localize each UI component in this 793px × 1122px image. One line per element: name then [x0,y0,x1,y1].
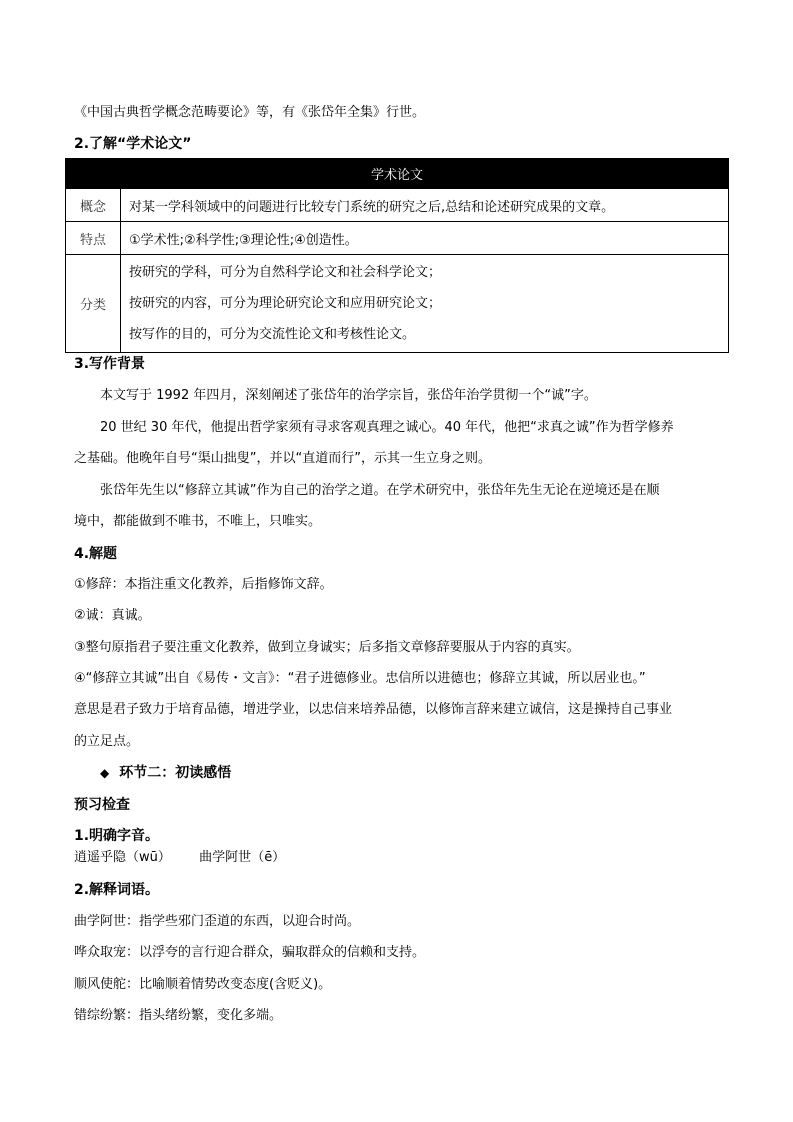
background-paragraph-cont: 之基础。他晚年自号“渠山拙叟”，并以“直道而行”，示其一生立身之则。 [74,451,491,466]
section-heading-title-explain: 4.解题 [74,546,118,562]
pron-word: 逍遥乎隐 [74,850,127,865]
row-content-concept: 对某一学科领域中的问题进行比较专门系统的研究之后,总结和论述研究成果的文章。 [121,189,729,222]
section-heading-understand-paper: 2.了解“学术论文” [74,136,192,152]
explain-item: ④“修辞立其诚”出自《易传・文言》：“君子进德修业。忠信所以进德也；修辞立其诚，所以居业也。” [74,671,646,686]
table-row [66,222,729,255]
background-paragraph: 本文写于 1992 年四月，深刻阐述了张岱年的治学宗旨，张岱年治学贯彻一个“诚”字。 [100,388,597,403]
row-content-classification [121,255,729,353]
explain-item: ①修辞：本指注重文化教养，后指修饰文辞。 [74,577,333,592]
academic-paper-table [65,158,729,353]
term-item: 错综纷繁：指头绪纷繁，变化多端。 [74,1008,283,1023]
row-label-concept: 概念 [66,189,121,222]
diamond-icon: ◆ [100,766,110,780]
term-item: 曲学阿世：指学些邪门歪道的东西，以迎合时尚。 [74,914,361,929]
explain-item-cont: 的立足点。 [74,734,140,749]
row-content-features: ①学术性;②科学性;③理论性;④创造性。 [121,222,729,255]
table-row [66,255,729,353]
preview-heading: 预习检查 [74,797,130,813]
preview-sub-terms: 2.解释词语。 [74,882,160,898]
classification-line: 按研究的内容，可分为理论研究论文和应用研究论文； [129,296,442,311]
table-title: 学术论文 [66,159,729,189]
pronunciation-line [74,849,285,867]
background-paragraph: 张岱年先生以“修辞立其诚”作为自己的治学之道。在学术研究中，张岱年先生无论在逆境还是在顺 [100,483,660,498]
section-heading-background: 3.写作背景 [74,356,146,372]
preview-sub-pronunciation: 1.明确字音。 [74,828,160,844]
background-paragraph: 20 世纪 30 年代，他提出哲学家须有寻求客观真理之诚心。40 年代，他把“求真之诚”作为哲学修养 [100,420,674,435]
classification-line: 按写作的目的，可分为交流性论文和考核性论文。 [129,327,416,342]
row-label-classification: 分类 [66,255,121,353]
explain-item: ②诚：真诚。 [74,608,151,623]
term-item: 顺风使舵：比喻顺着情势改变态度(含贬义)。 [74,977,332,992]
classification-line: 按研究的学科，可分为自然科学论文和社会科学论文； [129,265,442,280]
pron-pinyin: （ē） [251,850,286,865]
term-item: 哗众取宠：以浮夸的言行迎合群众，骗取群众的信赖和支持。 [74,945,426,960]
table-row [66,189,729,222]
link2-title: 环节二：初读感悟 [119,765,232,781]
row-label-features: 特点 [66,222,121,255]
pron-word: 曲学阿世 [199,850,252,865]
intro-line: 《中国古典哲学概念范畴要论》等，有《张岱年全集》行世。 [74,105,426,120]
explain-item-cont: 意思是君子致力于培育品德，增进学业，以忠信来培养品德，以修饰言辞来建立诚信，这是操持自己事业 [74,702,673,717]
explain-item: ③整句原指君子要注重文化教养，做到立身诚实；后多指文章修辞要服从于内容的真实。 [74,640,580,655]
section-heading-link2 [100,764,231,782]
background-paragraph-cont: 境中，都能做到不唯书，不唯上，只唯实。 [74,514,322,529]
pron-pinyin: （wū） [126,850,171,865]
